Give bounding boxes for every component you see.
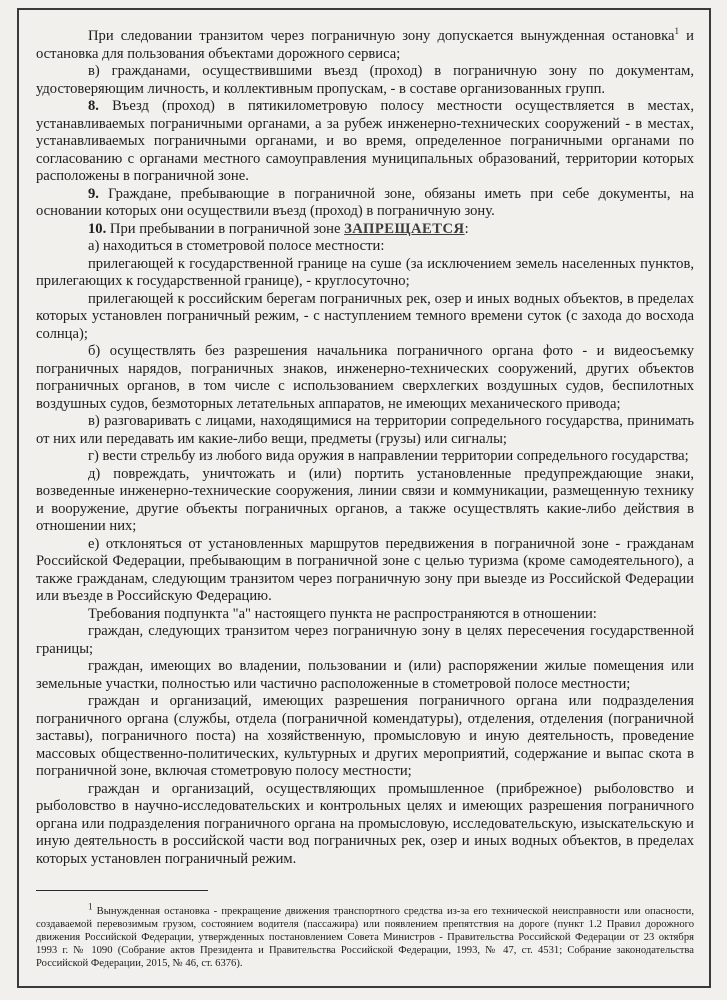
footnote-ref[interactable]: 1 [674, 26, 680, 37]
footnote-marker: 1 [88, 901, 93, 912]
item-number: 8. [88, 98, 99, 114]
paragraph-exceptions: Требования подпункта "а" настоящего пункта не распространяются в отношении: [88, 605, 597, 622]
paragraph-a: а) находиться в стометровой полосе местности: [88, 238, 385, 254]
paragraph-9: 9. Граждане, пребывающие в пограничной зоне, обязаны иметь при себе документы, на основании которых они осуществили въезд (проход) в пограничную зону. [36, 185, 694, 219]
paragraph-10: 10. При пребывании в пограничной зоне ЗАПРЕЩАЕТСЯ: [88, 220, 469, 237]
paragraph-river-banks: прилегающей к российским берегам пограничных рек, озер и иных водных объектов, в пределах которых установлен пограничный режим, - с наступлением темного времени суток (с захода до восхода солнца); [36, 290, 694, 342]
paragraph-transit-stop: При следовании транзитом через пограничную зону допускается вынужденная остановка$^1$ и остановка для пользования объектами дорожного сервиса; [36, 26, 694, 62]
paragraph-d: д) повреждать, уничтожать и (или) портить установленные предупреждающие знаки, возведенные инженерно-технические сооружения, линии связи и коммуникации, размещенную технику и вооружение, другие объекты пограничных органов, а также осуществлять какие-либо действия в отношении них; [36, 465, 694, 534]
paragraph-land-border: прилегающей к государственной границе на суше (за исключением земель населенных пунктов, прилегающих к государственной границе), - круглосуточно; [36, 255, 694, 289]
item-number: 10. [88, 220, 107, 237]
paragraph-8: 8. Въезд (проход) в пятикилометровую полосу местности осуществляется в местах, устанавливаемых пограничными органами, а за рубеж инженерно-технических сооружений - в местах, устанавливаемых пограничными органами, и во время, определенное пограничными органами по согласованию с органами местного самоуправления муниципальных образований, территории которых расположены в пограничной зоне. [36, 98, 694, 184]
paragraph-exception-transit: граждан, следующих транзитом через пограничную зону в целях пересечения государственной границы; [36, 623, 694, 657]
item-number: 9. [88, 185, 99, 202]
paragraph-v: в) разговаривать с лицами, находящимися на территории сопредельного государства, принимать от них или передавать им какие-либо вещи, предметы (грузы) или сигналы; [36, 413, 694, 447]
footnote-separator [36, 890, 208, 891]
paragraph-b: б) осуществлять без разрешения начальника пограничного органа фото - и видеосъемку пограничных нарядов, пограничных знаков, инженерно-технических сооружений, других объектов пограничных органов, в том числе с использованием сверхлегких воздушных судов, беспилотных воздушных судов, безмоторных летательных аппаратов, не имеющих механического привода; [36, 343, 694, 412]
paragraph-g: г) вести стрельбу из любого вида оружия в направлении территории сопредельного государства; [88, 448, 689, 464]
footnote-text: Вынужденная остановка - прекращение движения транспортного средства из-за его технической неисправности или опасности, создаваемой перевозимым грузом, состоянием водителя (пассажира) или появлением препятствия на дороге (пункт 1.2 Правил дорожного движения Российской Федерации, утвержденных постановлением Совета Министров - Правительства Российской Федерации от 23 октября 1993 г. № 1090 (Собрание актов Президента и Правительства Российской Федерации, 1993, № 47, ст. 4531; Собрание законодательства Российской Федерации, 2015, № 46, ст. 6376). [36, 906, 694, 969]
prohibited-heading: ЗАПРЕЩАЕТСЯ [344, 220, 465, 237]
document-body [36, 28, 694, 868]
footnote [36, 901, 694, 970]
paragraph-exception-fishing: граждан и организаций, осуществляющих промышленное (прибрежное) рыболовство и рыболовство в научно-исследовательских и контрольных целях и имеющих разрешения пограничного органа или подразделения пограничного органа на промысловую, исследовательскую, изыскательскую и иную деятельность в российской части вод пограничных рек, озер и иных водных объектов, в пределах которых установлен пограничный режим. [36, 780, 694, 867]
paragraph-exception-organizations: граждан и организаций, имеющих разрешения пограничного органа или подразделения пограничного органа (службы, отдела (пограничной комендатуры), отделения, отделения (пограничной заставы), пограничного поста) на хозяйственную, промысловую и иную деятельность, проведение массовых общественно-политических, культурных и других мероприятий, содержание и выпас скота в пограничной зоне, включая стометровую полосу местности; [36, 693, 694, 779]
paragraph-v-groups: в) гражданами, осуществившими въезд (проход) в пограничную зону по документам, удостоверяющим личность, и коллективным пропускам, - в составе организованных групп. [36, 63, 694, 97]
paragraph-exception-owners: граждан, имеющих во владении, пользовании и (или) распоряжении жилые помещения или земельные участки, полностью или частично расположенные в стометровой полосе местности; [36, 658, 694, 692]
paragraph-e: е) отклоняться от установленных маршрутов передвижения в пограничной зоне - гражданам Российской Федерации, пребывающим в пограничной зоне с целью туризма (кроме самодеятельного), а также гражданам, следующим транзитом через пограничную зону при выезде из Российской Федерации или въезде в Российскую Федерацию. [36, 535, 694, 604]
